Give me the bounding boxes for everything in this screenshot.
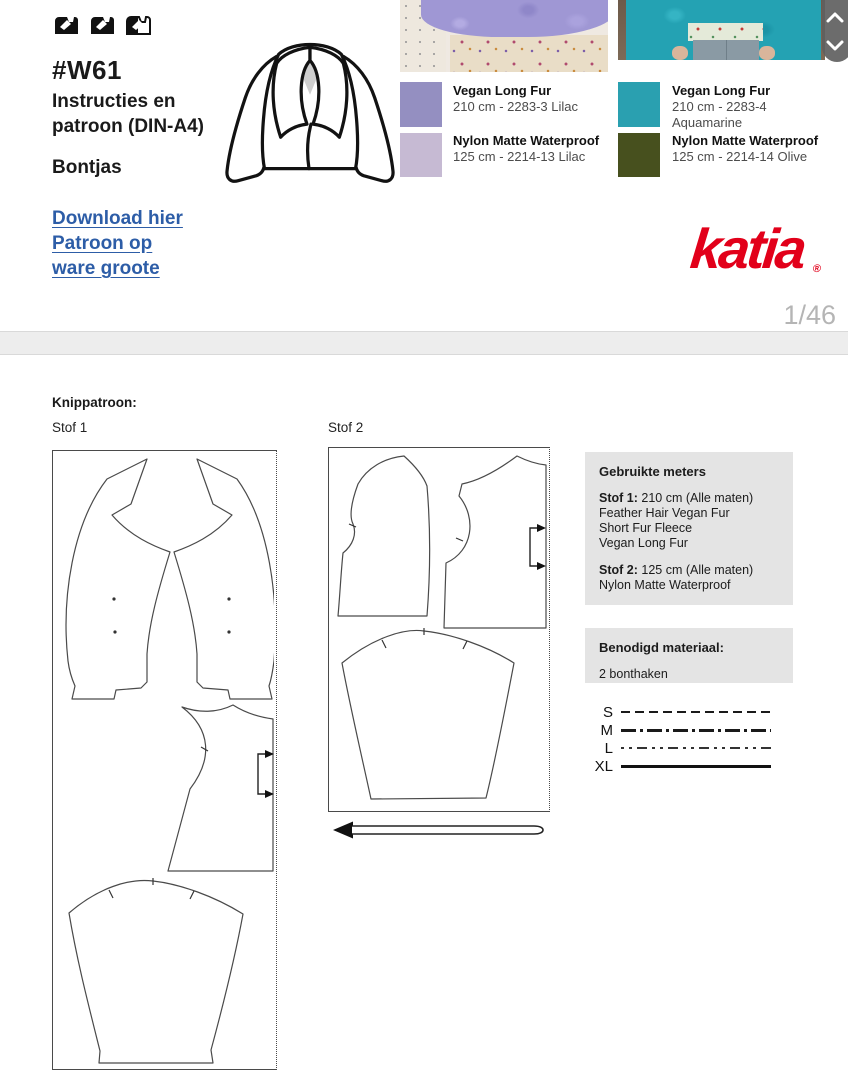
scroll-control[interactable] [822,0,848,62]
model-photo-lilac [400,0,608,72]
pattern-subtitle [52,89,204,139]
cutting-pattern-heading: Knippatroon: [52,395,137,410]
scroll-up-button[interactable] [822,8,848,26]
download-link-line3[interactable]: ware groote [52,258,160,279]
download-link-line2[interactable]: Patroon op [52,233,153,254]
grainline-arrow [330,818,548,842]
meters-box-title: Gebruikte meters [599,464,706,479]
chevron-up-icon [824,11,846,24]
material-detail: 125 cm - 2214-14 Olive [672,149,808,164]
legend-row-xl [583,757,771,775]
material-name: Vegan Long Fur [453,83,552,98]
material-item: 2 bonthaken [599,667,668,681]
download-pattern-link[interactable] [52,206,183,281]
material-detail: 125 cm - 2214-13 Lilac [453,149,586,164]
stof1-bold: Stof 1: [599,491,638,505]
page-indicator: 1/46 [783,300,836,330]
jacket-line-drawing [220,26,400,202]
size-l-linestyle [621,747,771,750]
size-s-linestyle [621,711,771,713]
difficulty-rating [52,13,151,37]
stof2-fabric: Nylon Matte Waterproof [599,578,731,592]
page-separator [0,331,848,355]
pattern-code: #W61 [52,55,122,85]
size-label: S [602,703,613,721]
material-name: Nylon Matte Waterproof [672,133,819,148]
size-xl-linestyle [621,765,771,768]
material-name: Nylon Matte Waterproof [453,133,600,148]
subtitle-line2: patroon (DIN-A4) [52,116,204,137]
size-m-linestyle [621,729,771,732]
scroll-down-button[interactable] [822,36,848,54]
stof1-fabric: Short Fur Fleece [599,521,693,535]
model-photo-aquamarine [618,0,825,60]
chevron-down-icon [824,39,846,52]
material-detail: 210 cm - 2283-4 [672,99,767,114]
meters-used-box [585,452,793,605]
size-label: L [604,739,613,757]
garment-name: Bontjas [52,157,122,178]
stof1-fabric: Feather Hair Vegan Fur [599,506,730,520]
legend-row-m [583,721,771,739]
stof1-fabric: Vegan Long Fur [599,536,688,550]
size-line-legend [583,703,771,775]
size-label: XL [594,757,613,775]
size-label: M [600,721,613,739]
fabric2-cutting-layout [328,447,550,812]
material-box-title: Benodigd materiaal: [599,640,724,655]
material-detail2: Aquamarine [672,115,743,130]
brand-registered-mark: ® [812,263,822,275]
fabric-swatch-lilac-nylon [400,133,442,177]
fabric2-label: Stof 2 [328,420,364,435]
fabric-swatch-olive-nylon [618,133,660,177]
sewing-machine-icon [52,13,79,37]
brand-wordmark: katia [687,217,807,280]
fabric1-cutting-layout [52,450,277,1070]
subtitle-line1: Instructies en [52,91,176,112]
fabric-swatch-lilac-fur [400,82,442,127]
required-material-box [585,628,793,683]
download-link-line1[interactable]: Download hier [52,208,183,229]
legend-row-l [583,739,771,757]
stof2-bold: Stof 2: [599,563,638,577]
fabric-swatch-aquamarine-fur [618,82,660,127]
stof1-amount: 210 cm (Alle maten) [637,491,754,505]
fabric1-label: Stof 1 [52,420,88,435]
sewing-machine-icon [88,13,115,37]
material-detail: 210 cm - 2283-3 Lilac [453,99,579,114]
katia-logo [683,210,833,288]
legend-row-s [583,703,771,721]
sewing-machine-half-icon [124,13,151,37]
stof2-amount: 125 cm (Alle maten) [637,563,754,577]
material-name: Vegan Long Fur [672,83,771,98]
